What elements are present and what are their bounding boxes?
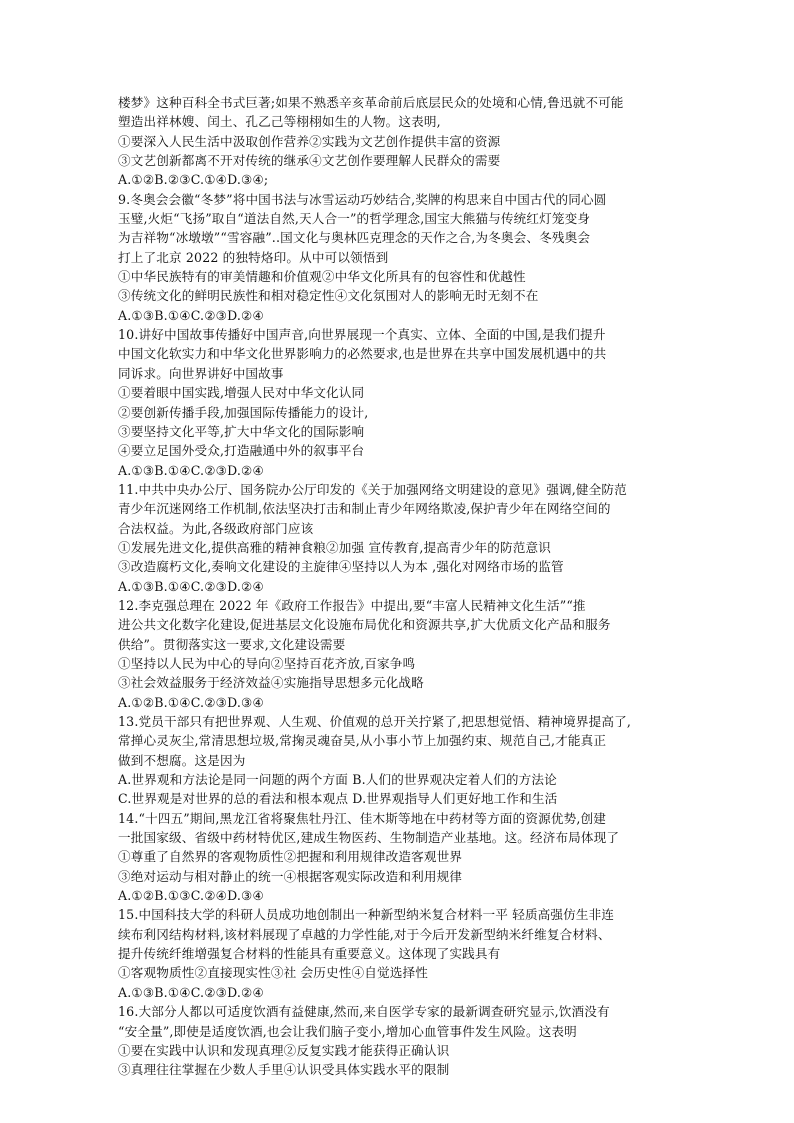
text-line: 进公共文化数字化建设,促进基层文化设施布局优化和资源共享,扩大优质文化产品和服务: [118, 617, 611, 633]
text-line: A.世界观和方法论是同一问题的两个方面 B.人们的世界观决定着人们的方法论: [118, 772, 557, 788]
text-line: 青少年沉迷网络工作机制,依法坚决打击和制止青少年网络欺凌,保护青少年在网络空间的: [118, 501, 611, 517]
text-line: ①坚持以人民为中心的导向②坚持百花齐放,百家争鸣: [118, 655, 416, 671]
text-line: ①要在实践中认识和发现真理②反复实践才能获得正确认识: [118, 1042, 450, 1058]
text-line: C.世界观是对世界的总的看法和根本观点 D.世界观指导人们更好地工作和生活: [118, 791, 558, 807]
text-line: 常掸心灵灰尘,常清思想垃圾,常掬灵魂奋昊,从小事小节上加强约束、规范自己,才能真正: [118, 733, 607, 749]
text-line: 续布利冈结构材料,该材料展现了卓越的力学性能,对于今后开发新型纳米纤维复合材料、: [118, 926, 611, 942]
text-line: A.①③B.①④C.②③D.②④: [118, 462, 264, 478]
text-line: A.①②B.②③C.①④D.③④;: [118, 172, 269, 188]
text-line: 供给”。贯彻落实这一要求,文化建设需要: [118, 636, 346, 652]
text-line: ①尊重了自然界的客观物质性②把握和利用规律改造客观世界: [118, 849, 463, 865]
text-line: ④要立足国外受众,打造融通中外的叙事平台: [118, 443, 365, 459]
text-line: ③传统文化的鲜明民族性和相对稳定性④文化氛围对人的影响无时无刻不在: [118, 288, 539, 304]
text-line: ①要深入人民生活中汲取创作营养②实践为文艺创作提供丰富的资源: [118, 133, 501, 149]
text-line: A.①③B.①④C.②③D.②④: [118, 307, 264, 323]
text-line: ③社会效益服务于经济效益④实施指导思想多元化战略: [118, 675, 424, 691]
text-line: 16.大部分人都以可适度饮酒有益健康,然而,来自医学专家的最新调查研究显示,饮酒没有: [118, 1004, 610, 1020]
text-line: A.①②B.①③C.②④D.③④: [118, 888, 264, 904]
text-line: 同诉求。向世界讲好中国故事: [118, 365, 284, 381]
text-line: 楼梦》这种百科全书式巨著;如果不熟悉辛亥革命前后底层民众的处境和心情,鲁迅就不可能: [118, 95, 624, 110]
text-line: ①要着眼中国实践,增强人民对中华文化认同: [118, 385, 365, 401]
text-line: 塑造出祥林嫂、闰土、孔乙己等栩栩如生的人物。这表明,: [118, 114, 441, 130]
text-line: 提升传统纤维增强复合材料的性能具有重要意义。这体现了实践具有: [118, 946, 501, 962]
text-line: A.①③B.①④C.②③D.②④: [118, 984, 264, 1000]
text-line: 11.中共中央办公厅、国务院办公厅印发的《关于加强网络文明建设的意见》强调,健全防范: [118, 481, 627, 497]
text-line: ③文艺创新都离不开对传统的继承④文艺创作要理解人民群众的需要: [118, 153, 501, 169]
text-line: A.①②B.①④C.②③D.③④: [118, 694, 264, 710]
text-line: A.①③B.①④C.②③D.②④: [118, 578, 264, 594]
text-line: 15.中国科技大学的科研人员成功地创制出一种新型纳米复合材料一平 轻质高强仿生非连: [118, 907, 615, 923]
text-line: “安全量”,即使是适度饮酒,也会让我们脑子变小,增加心血管事件发生风险。这表明: [118, 1023, 577, 1039]
text-line: ③真理往往掌握在少数人手里④认识受具体实践水平的限制: [118, 1062, 450, 1078]
text-line: 13.党员干部只有把世界观、人生观、价值观的总开关拧紧了,把思想觉悟、精神境界提高了,: [118, 714, 632, 729]
text-line: 为吉祥物“冰墩墩”“雪容融”..国文化与奥林匹克理念的天作之合,为冬奥会、冬残奥会: [118, 230, 591, 246]
text-line: 玉璧,火炬“飞扬”取自“道法自然,天人合一”的哲学理念,国宝大熊猫与传统红灯笼变身: [118, 211, 591, 227]
text-line: 12.李克强总理在 2022 年《政府工作报告》中提出,要“丰富人民精神文化生活”“推: [118, 597, 586, 613]
text-line: 一批国家级、省级中药材特优区,建成生物医药、生物制造产业基地。这。经济布局体现了: [118, 830, 620, 846]
text-line: ③绝对运动与相对静止的统一④根据客观实际改造和利用规律: [118, 868, 463, 884]
text-line: ③改造腐朽文化,奏响文化建设的主旋律④坚持以人为本 ,强化对网络市场的监管: [118, 559, 564, 575]
text-line: ③要坚持文化平等,扩大中华文化的国际影响: [118, 423, 365, 439]
text-line: 打上了北京 2022 的独特烙印。从中可以领悟到: [118, 249, 389, 265]
text-line: 10.讲好中国故事传播好中国声音,向世界展现一个真实、立体、全面的中国,是我们提升: [118, 327, 606, 343]
text-line: 9.冬奥会会徽“冬梦”将中国书法与冰雪运动巧妙结合,奖牌的构思来自中国古代的同心圆: [118, 191, 607, 207]
text-line: ①客观物质性②直接现实性③社 会历史性④自觉选择性: [118, 965, 429, 981]
text-line: ①发展先进文化,提供高雅的精神食粮②加强 宣传教育,提高青少年的防范意识: [118, 539, 552, 555]
document-page: [118, 93, 684, 1080]
text-line: 做到不想腐。这是因为: [118, 752, 246, 768]
text-line: 合法权益。为此,各级政府部门应该: [118, 520, 314, 536]
text-line: 中国文化软实力和中华文化世界影响力的必然要求,也是世界在共享中国发展机遇中的共: [118, 346, 607, 362]
text-line: 14.“十四五”期间,黑龙江省将聚焦牡丹江、佳木斯等地在中药材等方面的资源优势,创建: [118, 810, 606, 826]
text-line: ①中华民族特有的审美情趣和价值观②中华文化所具有的包容性和优越性: [118, 269, 526, 285]
text-line: ②要创新传播手段,加强国际传播能力的设计,: [118, 404, 369, 420]
